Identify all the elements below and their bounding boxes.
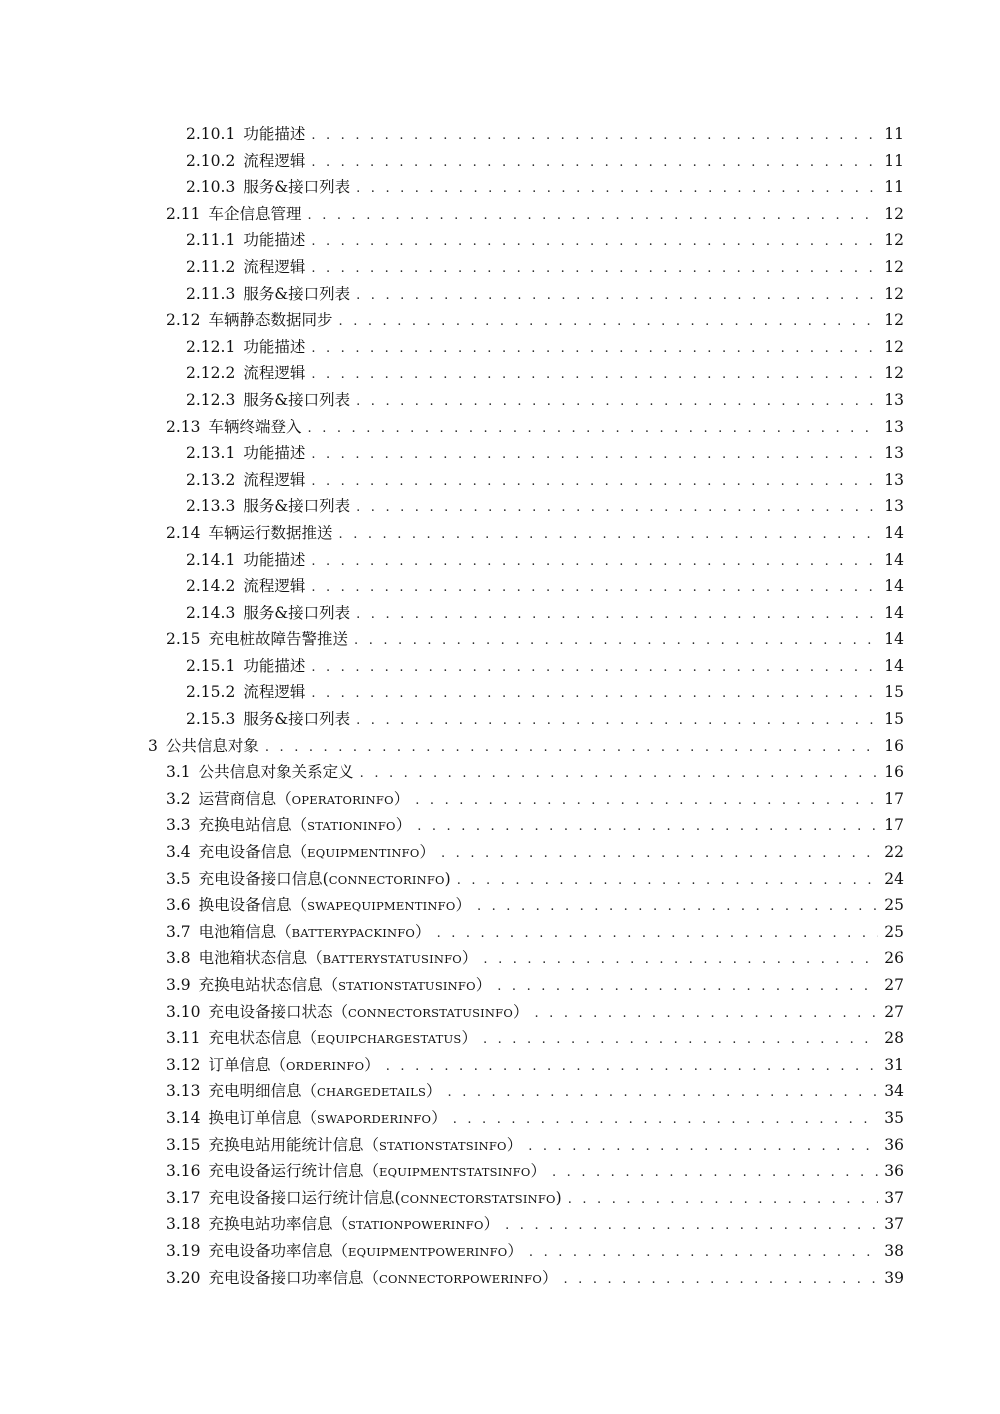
toc-entry-number: 3.17 [166,1188,201,1207]
toc-entry-title: 订单信息（ORDERINFO） [208,1055,380,1074]
toc-entry-page: 11 [884,151,904,170]
toc-entry-title: 充电设备信息（EQUIPMENTINFO） [198,843,435,862]
toc-entry-number: 2.11.3 [186,284,236,303]
toc-entry-title: 车辆运行数据推送 [208,523,333,542]
toc-entry-number: 2.11.1 [186,231,236,250]
toc-entry[interactable] [0,1105,1000,1132]
toc-entry-page: 17 [884,789,904,808]
toc-leader-dots [529,1240,878,1267]
toc-entry-page: 14 [884,523,904,542]
toc-entry-number: 2.10.2 [186,151,236,170]
toc-entry[interactable] [0,679,1000,706]
toc-entry-page: 14 [884,656,904,675]
toc-entry-number: 3.16 [166,1162,201,1181]
toc-entry-number: 3.7 [166,922,191,941]
toc-leader-dots [477,894,878,921]
toc-entry-title: 服务&接口列表 [243,284,351,303]
toc-entry-number: 2.13.2 [186,470,236,489]
toc-entry-page: 25 [884,922,904,941]
toc-entry[interactable] [0,493,1000,520]
toc-entry-number: 3.5 [166,869,191,888]
toc-entry-title: 充电设备接口运行统计信息(CONNECTORSTATSINFO) [208,1188,562,1207]
toc-entry-number: 2.12.3 [186,390,236,409]
toc-entry-page: 34 [884,1082,904,1101]
toc-entry-title: 公共信息对象 [165,736,259,755]
toc-entry-code: BATTERYPACKINFO [291,925,416,940]
toc-leader-dots [308,203,879,230]
toc-entry-title: 充换电站功率信息（STATIONPOWERINFO） [208,1215,500,1234]
toc-entry[interactable] [0,148,1000,175]
toc-leader-dots [564,1267,879,1294]
toc-entry-page: 38 [884,1241,904,1260]
toc-entry-number: 2.14 [166,523,201,542]
toc-entry-code: EQUIPMENTSTATSINFO [379,1165,531,1180]
toc-entry-title: 运营商信息（OPERATORINFO） [198,789,410,808]
toc-leader-dots [265,735,878,762]
toc-entry-title: 充电设备接口状态（CONNECTORSTATUSINFO） [208,1002,529,1021]
toc-entry-title: 电池箱信息（BATTERYPACKINFO） [198,922,431,941]
toc-entry[interactable] [0,121,1000,148]
toc-entry-code: STATIONSTATUSINFO [338,979,476,993]
toc-entry-code: SWAPEQUIPMENTINFO [307,899,456,914]
toc-entry-title: 流程逻辑 [243,577,306,596]
toc-leader-dots [386,1054,879,1081]
toc-entry-title: 电池箱状态信息（BATTERYSTATUSINFO） [198,949,478,968]
toc-leader-dots [356,495,878,522]
toc-entry-title: 服务&接口列表 [243,497,351,516]
toc-entry[interactable] [0,733,1000,760]
toc-entry-page: 37 [884,1188,904,1207]
toc-entry-title: 服务&接口列表 [243,390,351,409]
toc-leader-dots [356,176,878,203]
toc-entry[interactable] [0,360,1000,387]
toc-entry-number: 3.10 [166,1002,201,1021]
toc-leader-dots [339,522,879,549]
toc-entry-page: 14 [884,603,904,622]
toc-leader-dots [311,256,878,283]
toc-entry-number: 3.13 [166,1082,201,1101]
toc-entry-code: SWAPORDERINFO [317,1111,432,1126]
toc-entry-title: 车企信息管理 [208,204,302,223]
toc-entry-number: 3.20 [166,1268,201,1287]
toc-entry-title: 功能描述 [243,231,306,250]
toc-entry-number: 3.4 [166,843,191,862]
toc-entry-page: 14 [884,630,904,649]
toc-entry-number: 3.6 [166,896,191,915]
toc-leader-dots [457,868,879,895]
toc-entry-page: 22 [884,843,904,862]
toc-entry-number: 3.1 [166,763,191,782]
toc-entry-number: 2.13 [166,417,201,436]
toc-entry-title: 功能描述 [243,550,306,569]
toc-entry[interactable] [0,254,1000,281]
toc-entry-code: CONNECTORINFO [328,872,445,887]
toc-entry-number: 2.12.1 [186,337,236,356]
toc-leader-dots [311,150,878,177]
toc-entry-title: 服务&接口列表 [243,710,351,729]
toc-entry-number: 3 [148,736,158,755]
toc-leader-dots [417,814,878,841]
toc-leader-dots [311,336,878,363]
toc-entry-title: 充电桩故障告警推送 [208,630,349,649]
toc-entry-number: 2.15.2 [186,683,236,702]
toc-leader-dots [448,1080,879,1107]
toc-entry-page: 14 [884,577,904,596]
toc-leader-dots [497,974,878,1001]
toc-entry[interactable] [0,227,1000,254]
toc-entry-page: 12 [884,337,904,356]
toc-entry[interactable] [0,334,1000,361]
toc-entry-code: EQUIPMENTPOWERINFO [348,1244,508,1259]
toc-entry-code: BATTERYSTATUSINFO [322,952,462,967]
toc-entry-page: 36 [884,1162,904,1181]
toc-entry[interactable] [0,892,1000,919]
toc-entry[interactable] [0,1238,1000,1265]
toc-entry-number: 2.15 [166,630,201,649]
toc-entry-page: 11 [884,178,904,197]
toc-leader-dots [308,416,879,443]
toc-entry-page: 11 [884,125,904,143]
toc-entry[interactable] [0,1052,1000,1079]
toc-leader-dots [311,229,878,256]
toc-leader-dots [552,1160,878,1187]
toc-entry-page: 37 [884,1215,904,1234]
toc-entry-page: 15 [884,710,904,729]
toc-entry-number: 2.13.3 [186,497,236,516]
toc-entry[interactable] [0,786,1000,813]
toc-entry[interactable] [0,520,1000,547]
toc-entry[interactable] [0,653,1000,680]
toc-entry-number: 2.14.3 [186,603,236,622]
toc-entry-title: 充电状态信息（EQUIPCHARGESTATUS） [208,1029,477,1048]
toc-entry-number: 3.11 [166,1029,201,1048]
toc-entry[interactable] [0,759,1000,786]
toc-entry[interactable] [0,1211,1000,1238]
toc-entry-number: 2.12 [166,311,201,330]
toc-entry-page: 13 [884,417,904,436]
toc-entry-code: CONNECTORSTATSINFO [400,1191,556,1206]
toc-entry-title: 充电设备接口信息(CONNECTORINFO) [198,869,451,888]
toc-entry[interactable] [0,626,1000,653]
toc-entry-title: 充电设备功率信息（EQUIPMENTPOWERINFO） [208,1241,523,1260]
toc-entry-title: 车辆终端登入 [208,417,302,436]
toc-entry[interactable] [0,281,1000,308]
toc-entry-page: 13 [884,470,904,489]
toc-entry-code: ORDERINFO [286,1058,365,1073]
toc-entry-number: 3.8 [166,949,191,968]
toc-entry-title: 换电设备信息（SWAPEQUIPMENTINFO） [198,896,471,915]
toc-entry[interactable] [0,945,1000,972]
table-of-contents [0,121,1000,1291]
toc-entry-title: 换电订单信息（SWAPORDERINFO） [208,1108,447,1127]
toc-entry-number: 3.14 [166,1108,201,1127]
toc-entry-page: 27 [884,1002,904,1021]
toc-leader-dots [354,628,878,655]
toc-entry-number: 2.14.1 [186,550,236,569]
toc-entry[interactable] [0,839,1000,866]
toc-leader-dots [356,708,878,735]
toc-entry[interactable] [0,201,1000,228]
toc-entry-title: 功能描述 [243,337,306,356]
toc-entry-page: 31 [884,1055,904,1074]
toc-entry-title: 充电设备运行统计信息（EQUIPMENTSTATSINFO） [208,1162,547,1181]
toc-entry[interactable] [0,174,1000,201]
toc-entry-page: 12 [884,284,904,303]
toc-entry-page: 12 [884,257,904,276]
toc-entry-number: 3.19 [166,1241,201,1260]
toc-entry-page: 12 [884,311,904,330]
toc-entry-code: EQUIPCHARGESTATUS [317,1032,462,1047]
toc-entry[interactable] [0,414,1000,441]
toc-leader-dots [311,681,878,708]
toc-entry-code: STATIONSTATSINFO [379,1138,507,1153]
toc-entry-number: 2.15.3 [186,710,236,729]
toc-leader-dots [360,761,879,788]
toc-entry-page: 15 [884,683,904,702]
toc-leader-dots [356,283,878,310]
toc-entry[interactable] [0,387,1000,414]
toc-entry[interactable] [0,919,1000,946]
toc-entry-title: 充换电站信息（STATIONINFO） [198,816,412,835]
toc-entry-code: STATIONPOWERINFO [348,1218,484,1233]
toc-entry-code: CONNECTORSTATUSINFO [348,1005,513,1020]
toc-entry-title: 功能描述 [243,125,306,143]
toc-leader-dots [311,123,878,150]
toc-entry-page: 35 [884,1108,904,1127]
toc-entry-title: 功能描述 [243,656,306,675]
toc-entry[interactable] [0,467,1000,494]
toc-entry-title: 功能描述 [243,444,306,463]
toc-leader-dots [505,1213,878,1240]
toc-entry-code: OPERATORINFO [291,792,394,807]
toc-entry-title: 流程逻辑 [243,364,306,383]
toc-entry-title: 服务&接口列表 [243,178,351,197]
toc-entry[interactable] [0,706,1000,733]
toc-entry-title: 车辆静态数据同步 [208,311,333,330]
toc-leader-dots [528,1134,878,1161]
toc-entry-number: 3.3 [166,816,191,835]
toc-leader-dots [311,442,878,469]
toc-leader-dots [356,389,878,416]
toc-entry-code: EQUIPMENTINFO [307,846,420,861]
toc-entry-page: 24 [884,869,904,888]
toc-entry-number: 2.13.1 [186,444,236,463]
toc-entry-number: 2.15.1 [186,656,236,675]
toc-entry-title: 流程逻辑 [243,257,306,276]
toc-entry-title: 充电设备接口功率信息（CONNECTORPOWERINFO） [208,1268,558,1287]
toc-entry[interactable] [0,972,1000,999]
toc-leader-dots [437,921,879,948]
toc-entry-page: 26 [884,949,904,968]
toc-entry-page: 16 [884,763,904,782]
toc-entry-page: 39 [884,1268,904,1287]
toc-entry-code: CHARGEDETAILS [317,1085,427,1100]
toc-entry[interactable] [0,547,1000,574]
toc-leader-dots [535,1001,879,1028]
toc-entry-page: 12 [884,204,904,223]
toc-entry-number: 3.12 [166,1055,201,1074]
toc-entry[interactable] [0,866,1000,893]
toc-entry[interactable] [0,812,1000,839]
toc-entry-page: 13 [884,497,904,516]
toc-entry-page: 17 [884,816,904,835]
toc-entry-number: 2.10.1 [186,125,236,143]
toc-entry-code: STATIONINFO [307,819,396,834]
toc-entry[interactable] [0,600,1000,627]
toc-entry-number: 3.2 [166,789,191,808]
toc-entry-title: 流程逻辑 [243,683,306,702]
toc-entry-number: 2.11 [166,204,201,223]
toc-entry-page: 25 [884,896,904,915]
toc-leader-dots [483,1027,878,1054]
toc-entry-number: 3.15 [166,1135,201,1154]
toc-entry-number: 3.9 [166,976,191,994]
toc-entry-page: 13 [884,390,904,409]
toc-leader-dots [483,947,878,974]
toc-entry-title: 充电明细信息（CHARGEDETAILS） [208,1082,442,1101]
toc-entry-page: 28 [884,1029,904,1048]
toc-entry-title: 公共信息对象关系定义 [198,763,354,782]
toc-entry-page: 13 [884,444,904,463]
toc-entry-number: 2.10.3 [186,178,236,197]
toc-entry-number: 2.12.2 [186,364,236,383]
toc-leader-dots [339,309,879,336]
toc-entry[interactable] [0,573,1000,600]
toc-leader-dots [311,549,878,576]
toc-entry[interactable] [0,1025,1000,1052]
toc-entry[interactable] [0,1132,1000,1159]
toc-entry-title: 流程逻辑 [243,470,306,489]
toc-entry-number: 2.14.2 [186,577,236,596]
toc-entry-page: 16 [884,736,904,755]
toc-entry-code: CONNECTORPOWERINFO [379,1271,542,1286]
toc-entry-number: 2.11.2 [186,257,236,276]
toc-leader-dots [311,575,878,602]
toc-leader-dots [453,1107,879,1134]
toc-leader-dots [568,1187,879,1214]
toc-leader-dots [415,788,878,815]
toc-leader-dots [311,469,878,496]
toc-leader-dots [441,841,878,868]
toc-entry-page: 12 [884,364,904,383]
toc-entry[interactable] [0,1158,1000,1185]
toc-leader-dots [311,362,878,389]
toc-entry-number: 3.18 [166,1215,201,1234]
toc-entry[interactable] [0,440,1000,467]
toc-entry-page: 36 [884,1135,904,1154]
toc-entry[interactable] [0,999,1000,1026]
toc-entry-page: 14 [884,550,904,569]
toc-entry-title: 服务&接口列表 [243,603,351,622]
toc-entry-page: 12 [884,231,904,250]
toc-entry[interactable] [0,1265,1000,1292]
toc-entry-title: 流程逻辑 [243,151,306,170]
toc-entry-title: 充换电站用能统计信息（STATIONSTATSINFO） [208,1135,523,1154]
toc-leader-dots [311,655,878,682]
toc-entry[interactable] [0,1185,1000,1212]
toc-entry-title: 充换电站状态信息（STATIONSTATUSINFO） [198,976,492,994]
toc-entry[interactable] [0,307,1000,334]
toc-entry-page: 27 [884,976,904,994]
toc-leader-dots [356,602,878,629]
toc-entry[interactable] [0,1078,1000,1105]
